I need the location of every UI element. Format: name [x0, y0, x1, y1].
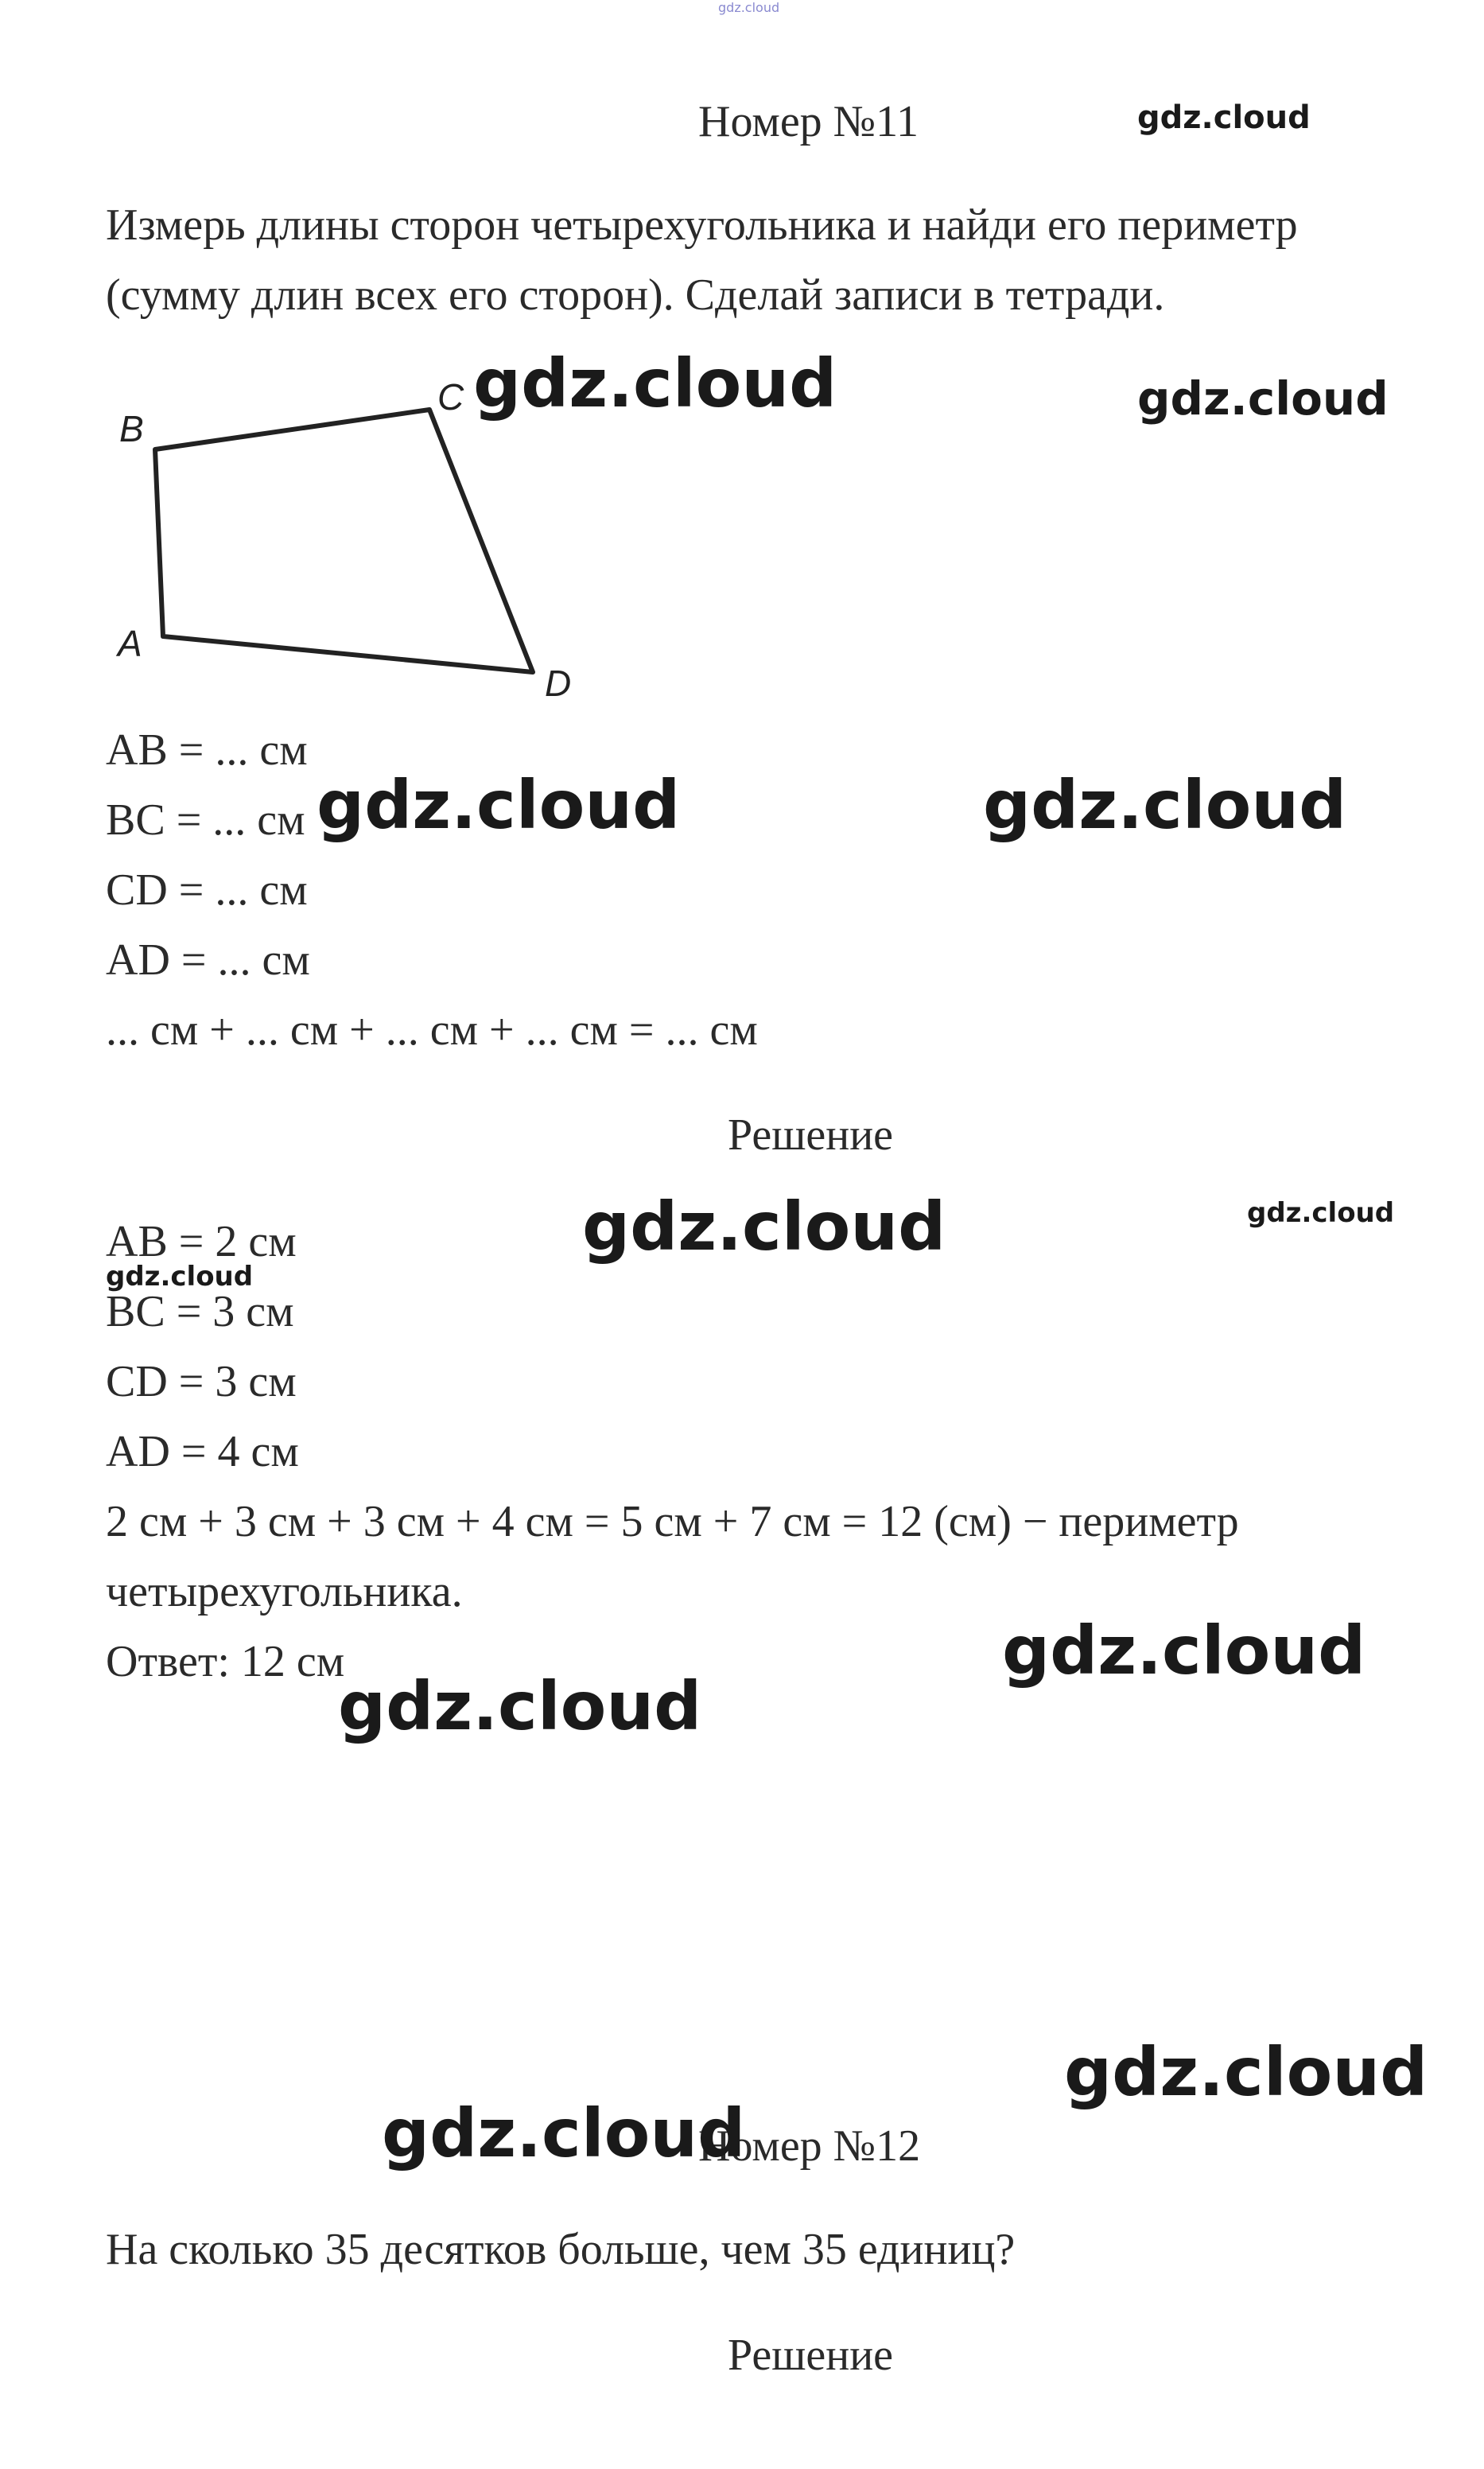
- solution-sum-line-2: четырехугольника.: [106, 1567, 463, 1616]
- quadrilateral-shape: [155, 410, 533, 672]
- watermark: gdz.cloud: [1247, 1197, 1395, 1229]
- watermark: gdz.cloud: [317, 766, 681, 844]
- blank-ab: AB = ... см: [106, 725, 308, 775]
- watermark: gdz.cloud: [106, 1261, 254, 1293]
- header-mark: gdz.cloud: [718, 0, 780, 15]
- watermark: gdz.cloud: [1064, 2033, 1428, 2111]
- solution-ab: AB = 2 см: [106, 1217, 297, 1266]
- solution-ad: AD = 4 см: [106, 1427, 299, 1476]
- task-12-statement: На сколько 35 десятков больше, чем 35 единиц?: [106, 2225, 1016, 2274]
- watermark: gdz.cloud: [1002, 1612, 1366, 1689]
- watermark: gdz.cloud: [473, 344, 837, 422]
- watermark: gdz.cloud: [582, 1188, 946, 1266]
- blank-ad: AD = ... см: [106, 935, 310, 985]
- vertex-label-c: C: [437, 376, 464, 418]
- blank-sum: ... см + ... см + ... см + ... см = ... см: [106, 1005, 758, 1055]
- task-11-title: Номер №11: [698, 97, 919, 146]
- watermark: gdz.cloud: [338, 1667, 702, 1745]
- task-11-statement-line-1: Измерь длины сторон четырехугольника и найди его периметр: [106, 200, 1298, 250]
- task-12-solution-heading: Решение: [728, 2331, 894, 2380]
- task-12-title: Номер №12: [698, 2121, 921, 2171]
- vertex-label-b: B: [119, 408, 144, 449]
- watermark: gdz.cloud: [1137, 371, 1389, 426]
- watermark: gdz.cloud: [983, 766, 1347, 844]
- watermark: gdz.cloud: [1137, 99, 1311, 136]
- blank-cd: CD = ... см: [106, 865, 308, 915]
- solution-sum-line-1: 2 см + 3 см + 3 см + 4 см = 5 см + 7 см = 12 (см) − периметр: [106, 1497, 1239, 1546]
- solution-answer: Ответ: 12 см: [106, 1637, 345, 1686]
- solution-bc: BC = 3 см: [106, 1287, 294, 1336]
- blank-bc: BC = ... см: [106, 795, 305, 845]
- watermark: gdz.cloud: [382, 2094, 746, 2172]
- vertex-label-d: D: [545, 663, 572, 700]
- task-11-statement-line-2: (сумму длин всех его сторон). Сделай записи в тетради.: [106, 270, 1165, 320]
- solution-cd: CD = 3 см: [106, 1357, 297, 1406]
- vertex-label-a: A: [118, 623, 142, 664]
- task-11-solution-heading: Решение: [728, 1110, 894, 1160]
